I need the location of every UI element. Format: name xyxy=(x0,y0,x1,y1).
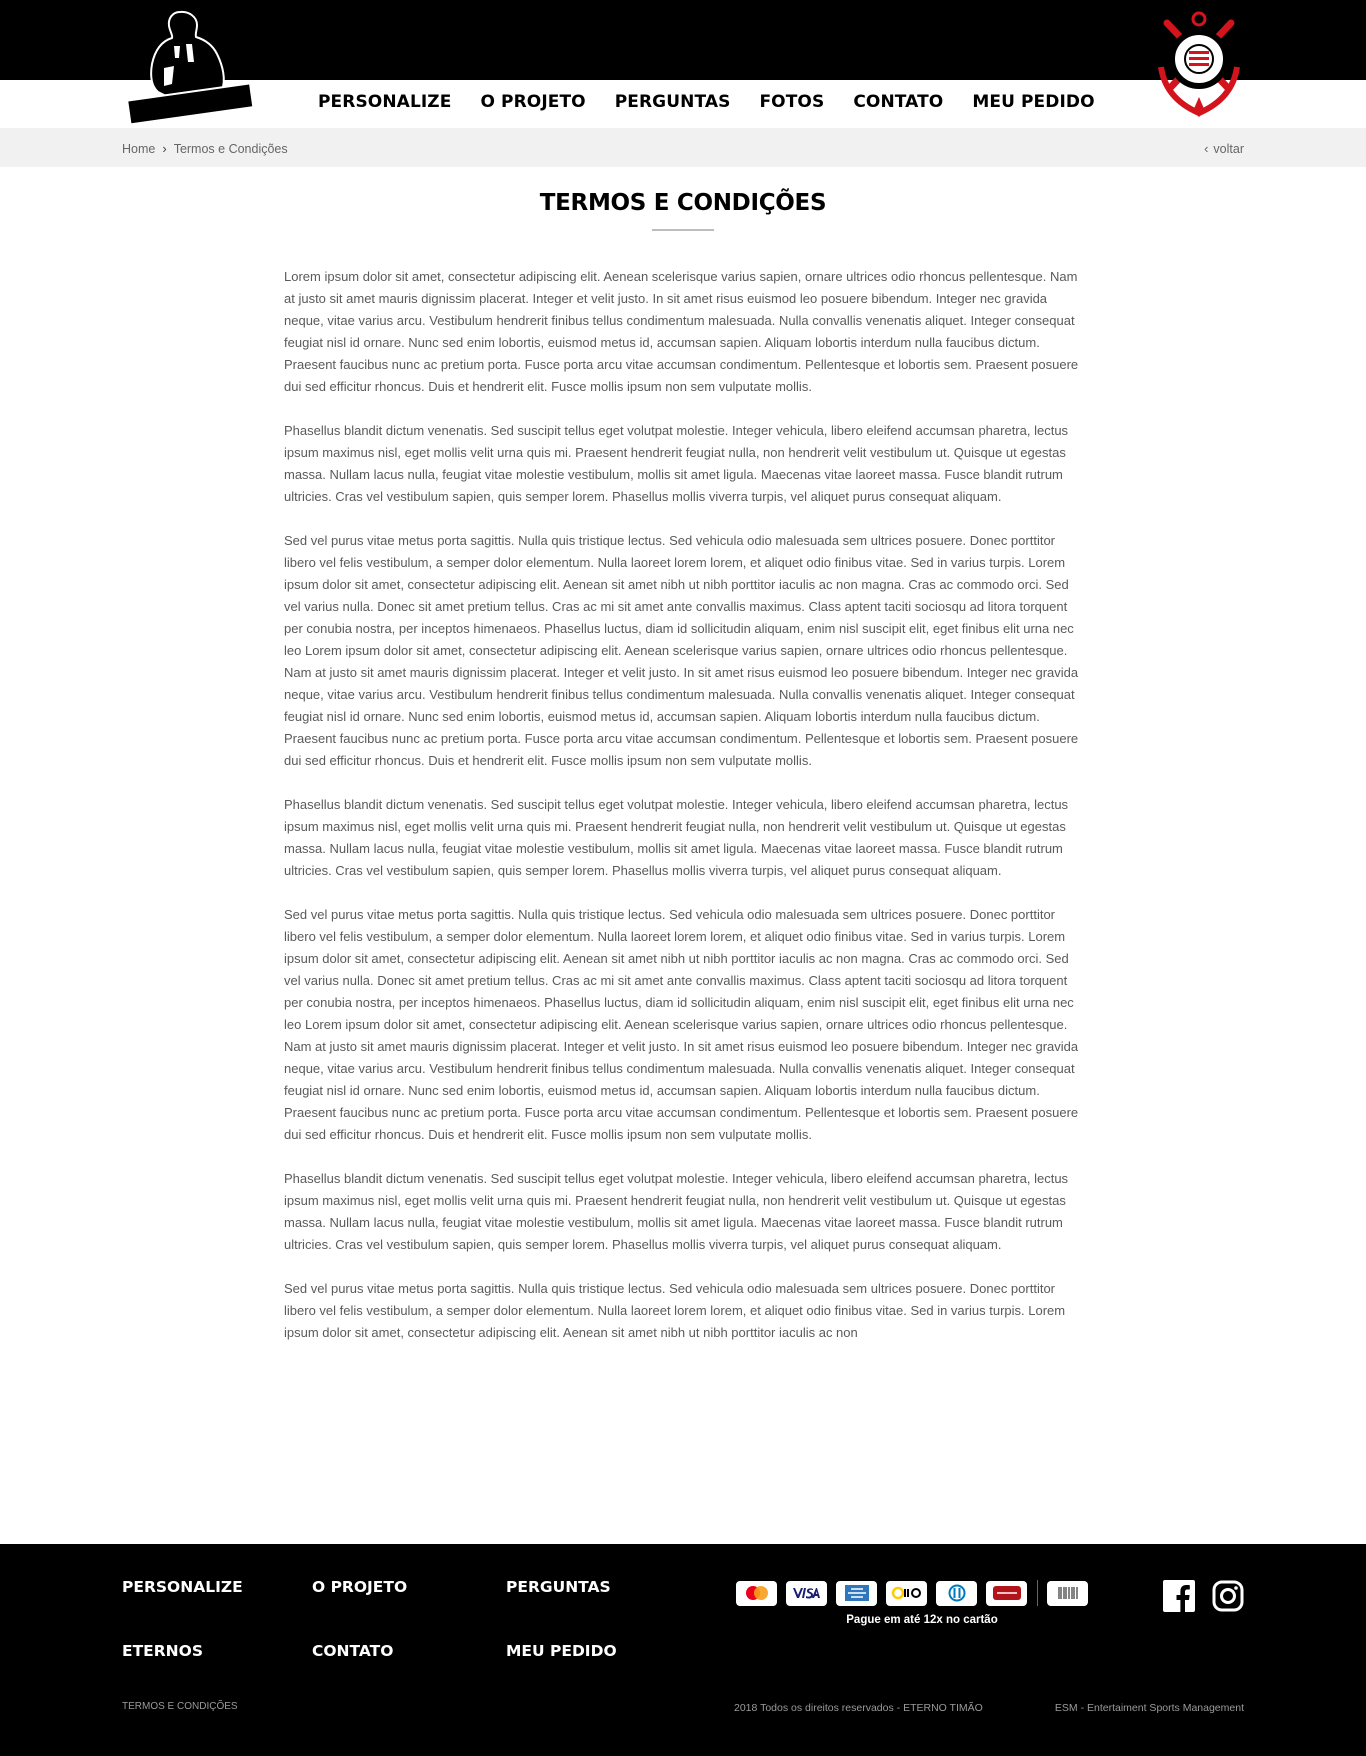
title-divider xyxy=(652,229,714,231)
terms-paragraph: Phasellus blandit dictum venenatis. Sed suscipit tellus eget volutpat molestie. Integer vehicula, libero eleifend accumsan pharetra, lectus ipsum maximus nisl, eget mollis velit urna quis mi. Praesent hendrerit feugiat nulla, non hendrerit velit vestibulum ut. Quisque ut egestas massa. Nullam lacus nulla, feugiat vitae molestie vestibulum, mollis sit amet ligula. Maecenas vitae laoreet massa. Fusce blandit rutrum ultricies. Cras vel vestibulum sapien, quis semper lorem. Phasellus mollis viverra turpis, vel aliquet purus consequat aliquam. xyxy=(284,797,1069,878)
corinthians-crest-logo[interactable] xyxy=(1155,9,1243,119)
nav-contato[interactable]: CONTATO xyxy=(853,92,944,112)
terms-paragraph: Phasellus blandit dictum venenatis. Sed suscipit tellus eget volutpat molestie. Integer vehicula, libero eleifend accumsan pharetra, lectus ipsum maximus nisl, eget mollis velit urna quis mi. Praesent hendrerit feugiat nulla, non hendrerit velit vestibulum ut. Quisque ut egestas massa. Nullam lacus nulla, feugiat vitae molestie vestibulum, mollis sit amet ligula. Maecenas vitae laoreet massa. Fusce blandit rutrum ultricies. Cras vel vestibulum sapien, quis semper lorem. Phasellus mollis viverra turpis, vel aliquet purus consequat aliquam. xyxy=(284,423,1069,504)
breadcrumb-bar xyxy=(0,128,1366,167)
footer-nav-eternos[interactable]: ETERNOS xyxy=(122,1642,203,1660)
terms-paragraph: Phasellus blandit dictum venenatis. Sed suscipit tellus eget volutpat molestie. Integer vehicula, libero eleifend accumsan pharetra, lectus ipsum maximus nisl, eget mollis velit urna quis mi. Praesent hendrerit feugiat nulla, non hendrerit velit vestibulum ut. Quisque ut egestas massa. Nullam lacus nulla, feugiat vitae molestie vestibulum, mollis sit amet ligula. Maecenas vitae laoreet massa. Fusce blandit rutrum ultricies. Cras vel vestibulum sapien, quis semper lorem. Phasellus mollis viverra turpis, vel aliquet purus consequat aliquam. xyxy=(284,1171,1069,1252)
amex-icon xyxy=(836,1581,877,1606)
terms-paragraph: Lorem ipsum dolor sit amet, consectetur adipiscing elit. Aenean scelerisque varius sapien, ornare ultrices odio rhoncus pellentesque. Nam at justo sit amet mauris dignissim placerat. Integer et velit justo. In sit amet risus euismod leo posuere bibendum. Integer nec gravida neque, vitae varius arcu. Vestibulum hendrerit finibus tellus condimentum malesuada. Nulla convallis venenatis aliquet. Integer consequat feugiat nisl id ornare. Nunc sed enim lobortis, euismod metus id, accumsan sapien. Aliquam lobortis interdum nulla faucibus dictum. Praesent faucibus nunc ac pretium porta. Fusce porta arcu vitae accumsan condimentum. Pellentesque et lobortis sem. Praesent posuere dui sed efficitur rhoncus. Duis et hendrerit elit. Fusce mollis ipsum non sem vulputate mollis. xyxy=(284,269,1079,394)
back-label: voltar xyxy=(1213,141,1244,156)
hipercard-icon xyxy=(986,1581,1027,1606)
company-text: ESM - Entertaiment Sports Management xyxy=(1054,1702,1244,1714)
breadcrumb-home[interactable]: Home xyxy=(122,141,156,156)
nav-meu-pedido[interactable]: MEU PEDIDO xyxy=(972,92,1095,112)
terms-paragraph: Sed vel purus vitae metus porta sagittis. Nulla quis tristique lectus. Sed vehicula odio malesuada sem ultrices posuere. Donec porttitor libero vel felis vestibulum, a semper dolor elementum. Nulla laoreet lorem lorem, et aliquet odio finibus vitae. Sed in varius turpis. Lorem ipsum dolor sit amet, consectetur adipiscing elit. Aenean sit amet nibh ut nibh porttitor iaculis ac non xyxy=(284,1281,1066,1340)
back-link[interactable] xyxy=(1204,141,1244,156)
footer xyxy=(0,1544,1366,1756)
visa-icon xyxy=(786,1581,827,1606)
nav-perguntas[interactable]: PERGUNTAS xyxy=(614,92,731,112)
elo-icon xyxy=(886,1581,927,1606)
footer-nav-contato[interactable]: CONTATO xyxy=(312,1642,394,1660)
breadcrumb-current: Termos e Condições xyxy=(173,141,288,156)
terms-paragraph: Sed vel purus vitae metus porta sagittis. Nulla quis tristique lectus. Sed vehicula odio malesuada sem ultrices posuere. Donec porttitor libero vel felis vestibulum, a semper dolor elementum. Nulla laoreet lorem lorem, et aliquet odio finibus vitae. Sed in varius turpis. Lorem ipsum dolor sit amet, consectetur adipiscing elit. Aenean sit amet nibh ut nibh porttitor iaculis ac non magna. Cras ac commodo orci. Sed vel varius nulla. Donec sit amet pretium tellus. Cras ac mi sit amet ante convallis maximus. Class aptent taciti sociosqu ad litora torquent per conubia nostra, per inceptos himenaeos. Phasellus luctus, diam id sollicitudin aliquam, enim nisl suscipit elit, eget finibus elit urna nec leo Lorem ipsum dolor sit amet, consectetur adipiscing elit. Aenean scelerisque varius sapien, ornare ultrices odio rhoncus pellentesque. Nam at justo sit amet mauris dignissim placerat. Integer et velit justo. In sit amet risus euismod leo posuere bibendum. Integer nec gravida neque, vitae varius arcu. Vestibulum hendrerit finibus tellus condimentum malesuada. Nulla convallis venenatis aliquet. Integer consequat feugiat nisl id ornare. Nunc sed enim lobortis, euismod metus id, accumsan sapien. Aliquam lobortis interdum nulla faucibus dictum. Praesent faucibus nunc ac pretium porta. Fusce porta arcu vitae accumsan condimentum. Pellentesque et lobortis sem. Praesent posuere dui sed efficitur rhoncus. Duis et hendrerit elit. Fusce mollis ipsum non sem vulputate mollis. xyxy=(284,533,1079,768)
boleto-icon xyxy=(1047,1581,1088,1606)
chevron-right-icon: › xyxy=(162,141,167,156)
nav-personalize[interactable]: PERSONALIZE xyxy=(318,92,452,112)
payment-divider xyxy=(1037,1580,1038,1606)
footer-nav-perguntas[interactable]: PERGUNTAS xyxy=(506,1578,611,1596)
footer-nav-personalize[interactable]: PERSONALIZE xyxy=(122,1578,243,1596)
facebook-icon[interactable] xyxy=(1163,1580,1195,1612)
chevron-left-icon: ‹ xyxy=(1204,141,1209,156)
payment-note: Pague em até 12x no cartão xyxy=(846,1614,998,1626)
footer-nav-o-projeto[interactable]: O PROJETO xyxy=(312,1578,408,1596)
footer-terms-link[interactable]: TERMOS E CONDIÇÕES xyxy=(122,1701,238,1712)
terms-content xyxy=(284,266,1084,1366)
muralha-dos-fieis-logo[interactable] xyxy=(122,6,257,124)
nav-fotos[interactable]: FOTOS xyxy=(759,92,825,112)
diners-icon xyxy=(936,1581,977,1606)
payment-methods xyxy=(736,1580,1097,1606)
mastercard-icon xyxy=(736,1581,777,1606)
breadcrumb xyxy=(122,141,288,156)
copyright-text: 2018 Todos os direitos reservados - ETERNO TIMÃO xyxy=(734,1702,983,1714)
terms-paragraph: Sed vel purus vitae metus porta sagittis. Nulla quis tristique lectus. Sed vehicula odio malesuada sem ultrices posuere. Donec porttitor libero vel felis vestibulum, a semper dolor elementum. Nulla laoreet lorem lorem, et aliquet odio finibus vitae. Sed in varius turpis. Lorem ipsum dolor sit amet, consectetur adipiscing elit. Aenean sit amet nibh ut nibh porttitor iaculis ac non magna. Cras ac commodo orci. Sed vel varius nulla. Donec sit amet pretium tellus. Cras ac mi sit amet ante convallis maximus. Class aptent taciti sociosqu ad litora torquent per conubia nostra, per inceptos himenaeos. Phasellus luctus, diam id sollicitudin aliquam, enim nisl suscipit elit, eget finibus elit urna nec leo Lorem ipsum dolor sit amet, consectetur adipiscing elit. Aenean scelerisque varius sapien, ornare ultrices odio rhoncus pellentesque. Nam at justo sit amet mauris dignissim placerat. Integer et velit justo. In sit amet risus euismod leo posuere bibendum. Integer nec gravida neque, vitae varius arcu. Vestibulum hendrerit finibus tellus condimentum malesuada. Nulla convallis venenatis aliquet. Integer consequat feugiat nisl id ornare. Nunc sed enim lobortis, euismod metus id, accumsan sapien. Aliquam lobortis interdum nulla faucibus dictum. Praesent faucibus nunc ac pretium porta. Fusce porta arcu vitae accumsan condimentum. Pellentesque et lobortis sem. Praesent posuere dui sed efficitur rhoncus. Duis et hendrerit elit. Fusce mollis ipsum non sem vulputate mollis. xyxy=(284,907,1079,1142)
page-title: TERMOS E CONDIÇÕES xyxy=(539,190,827,216)
footer-nav-meu-pedido[interactable]: MEU PEDIDO xyxy=(506,1642,617,1660)
instagram-icon[interactable] xyxy=(1212,1580,1244,1612)
main-nav xyxy=(318,92,1124,118)
nav-o-projeto[interactable]: O PROJETO xyxy=(480,92,586,112)
